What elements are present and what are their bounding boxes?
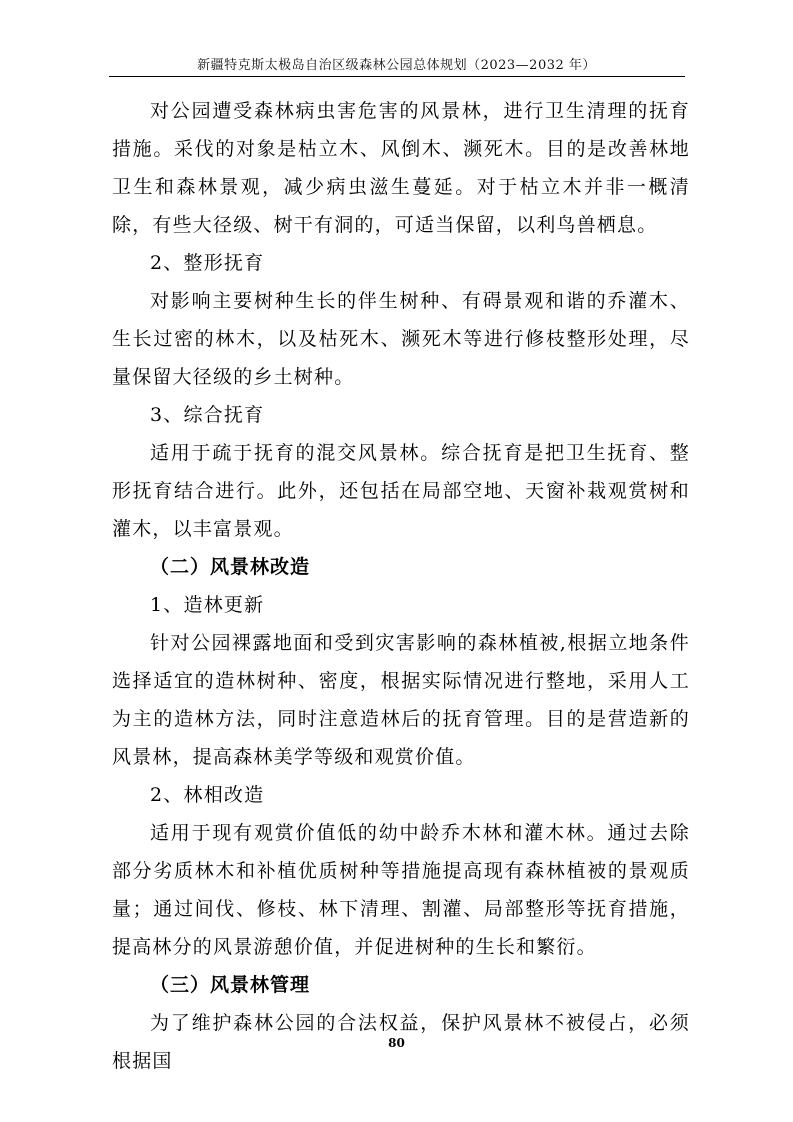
paragraph-comprehensive-tending: 适用于疏于抚育的混交风景林。综合抚育是把卫生抚育、整形抚育结合进行。此外，还包括在局部空地、天窗补栽观赏树和灌木，以丰富景观。 bbox=[112, 442, 690, 540]
subheading-comprehensive-tending: 3、综合抚育 bbox=[150, 404, 265, 426]
running-header: 新疆特克斯太极岛自治区级森林公园总体规划（2023—2032 年） bbox=[197, 58, 596, 73]
section-heading-forest-renovation: （二）风景林改造 bbox=[150, 556, 311, 578]
subheading-stand-transformation: 2、林相改造 bbox=[150, 784, 265, 806]
paragraph-shaping-tending: 对影响主要树种生长的伴生树种、有碍景观和谐的乔灌木、生长过密的林木，以及枯死木、濒死木等进行修枝整形处理，尽量保留大径级的乡土树种。 bbox=[112, 290, 690, 388]
paragraph-sanitation-thinning: 对公园遭受森林病虫害危害的风景林，进行卫生清理的抚育措施。采伐的对象是枯立木、风倒木、濒死木。目的是改善林地卫生和森林景观，减少病虫滋生蔓延。对于枯立木并非一概清除，有些大径级、树干有洞的，可适当保留，以利鸟兽栖息。 bbox=[112, 100, 690, 236]
header-divider bbox=[109, 76, 685, 77]
section-heading-forest-management: （三）风景林管理 bbox=[150, 974, 311, 996]
subheading-shaping-tending: 2、整形抚育 bbox=[150, 252, 265, 274]
page-number: 80 bbox=[388, 1036, 405, 1050]
paragraph-forest-management: 为了维护森林公园的合法权益，保护风景林不被侵占，必须根据国 bbox=[112, 1012, 690, 1072]
paragraph-stand-transformation: 适用于现有观赏价值低的幼中龄乔木林和灌木林。通过去除部分劣质林木和补植优质树种等措施提高现有森林植被的景观质量；通过间伐、修枝、林下清理、割灌、局部整形等抚育措施，提高林分的风景游憩价值，并促进树种的生长和繁衍。 bbox=[112, 822, 690, 958]
paragraph-afforestation-renewal: 针对公园裸露地面和受到灾害影响的森林植被,根据立地条件选择适宜的造林树种、密度，根据实际情况进行整地，采用人工为主的造林方法，同时注意造林后的抚育管理。目的是营造新的风景林，提高森林美学等级和观赏价值。 bbox=[112, 632, 690, 768]
subheading-afforestation-renewal: 1、造林更新 bbox=[150, 594, 265, 616]
document-body bbox=[112, 92, 690, 1080]
